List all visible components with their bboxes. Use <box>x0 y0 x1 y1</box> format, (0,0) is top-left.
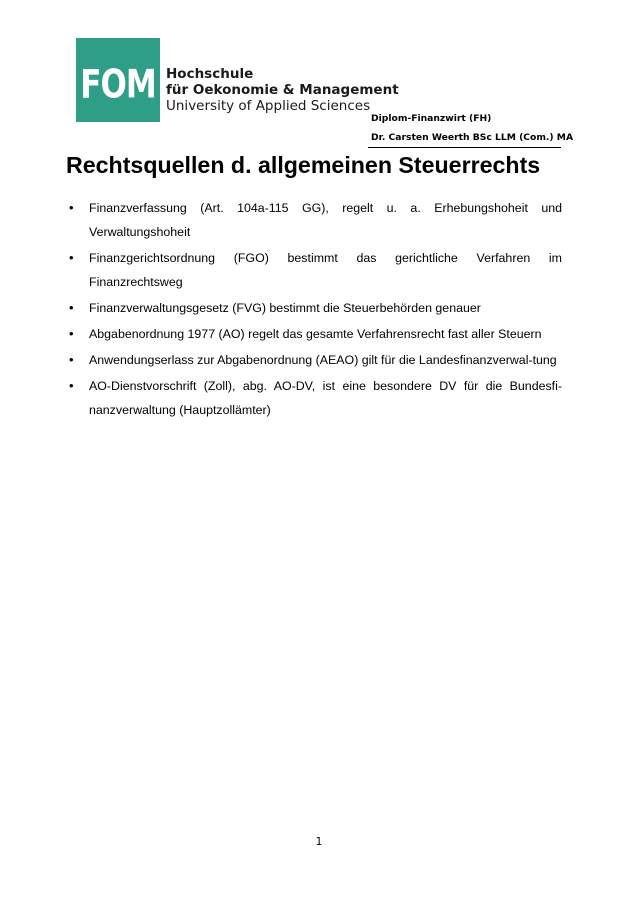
page-number: 1 <box>315 836 323 848</box>
bullet-text: Anwendungserlass zur Abgabenordnung (AEAO) gilt für die Landesfinanzverwal-tung <box>89 353 557 367</box>
bullet-icon: • <box>69 300 74 315</box>
bullet-text: Abgabenordnung 1977 (AO) regelt das gesamte Verfahrensrecht fast aller Steuern <box>89 327 542 341</box>
bullet-item <box>66 322 562 346</box>
bullet-item <box>66 246 562 294</box>
bullet-icon: • <box>69 250 74 265</box>
author-name: Dr. Carsten Weerth BSc LLM (Com.) MA <box>371 132 574 143</box>
institution-line-2: für Oekonomie & Management <box>166 82 399 98</box>
bullet-icon: • <box>69 200 74 215</box>
bullet-text: AO-Dienstvorschrift (Zoll), abg. AO-DV, ist eine besondere DV für die Bundesfi-nanzverwaltung (Hauptzollämter) <box>89 379 562 417</box>
bullet-text: Finanzverwaltungsgesetz (FVG) bestimmt die Steuerbehörden genauer <box>89 301 481 315</box>
bullet-icon: • <box>69 378 74 393</box>
bullet-icon: • <box>69 326 74 341</box>
fom-logo <box>76 38 160 122</box>
bullet-item <box>66 374 562 422</box>
bullet-text: Finanzgerichtsordnung (FGO) bestimmt das gerichtliche Verfahren im Finanzrechtsweg <box>89 251 562 289</box>
page-title: Rechtsquellen d. allgemeinen Steuerrechts <box>66 152 541 178</box>
bullet-item <box>66 348 562 372</box>
bullet-item <box>66 296 562 320</box>
institution-line-3: University of Applied Sciences <box>166 98 371 114</box>
program-name: Diplom-Finanzwirt (FH) <box>371 113 492 124</box>
author-block <box>371 109 573 147</box>
institution-line-1: Hochschule <box>166 66 254 82</box>
bullet-text: Finanzverfassung (Art. 104a-115 GG), regelt u. a. Erhebungshoheit und Verwaltungshoheit <box>89 201 562 239</box>
logo-mark: FOM <box>80 62 156 108</box>
header-divider <box>368 147 561 148</box>
bullet-icon: • <box>69 352 74 367</box>
institution-name <box>166 66 399 114</box>
bullet-list <box>66 196 562 424</box>
bullet-item <box>66 196 562 244</box>
